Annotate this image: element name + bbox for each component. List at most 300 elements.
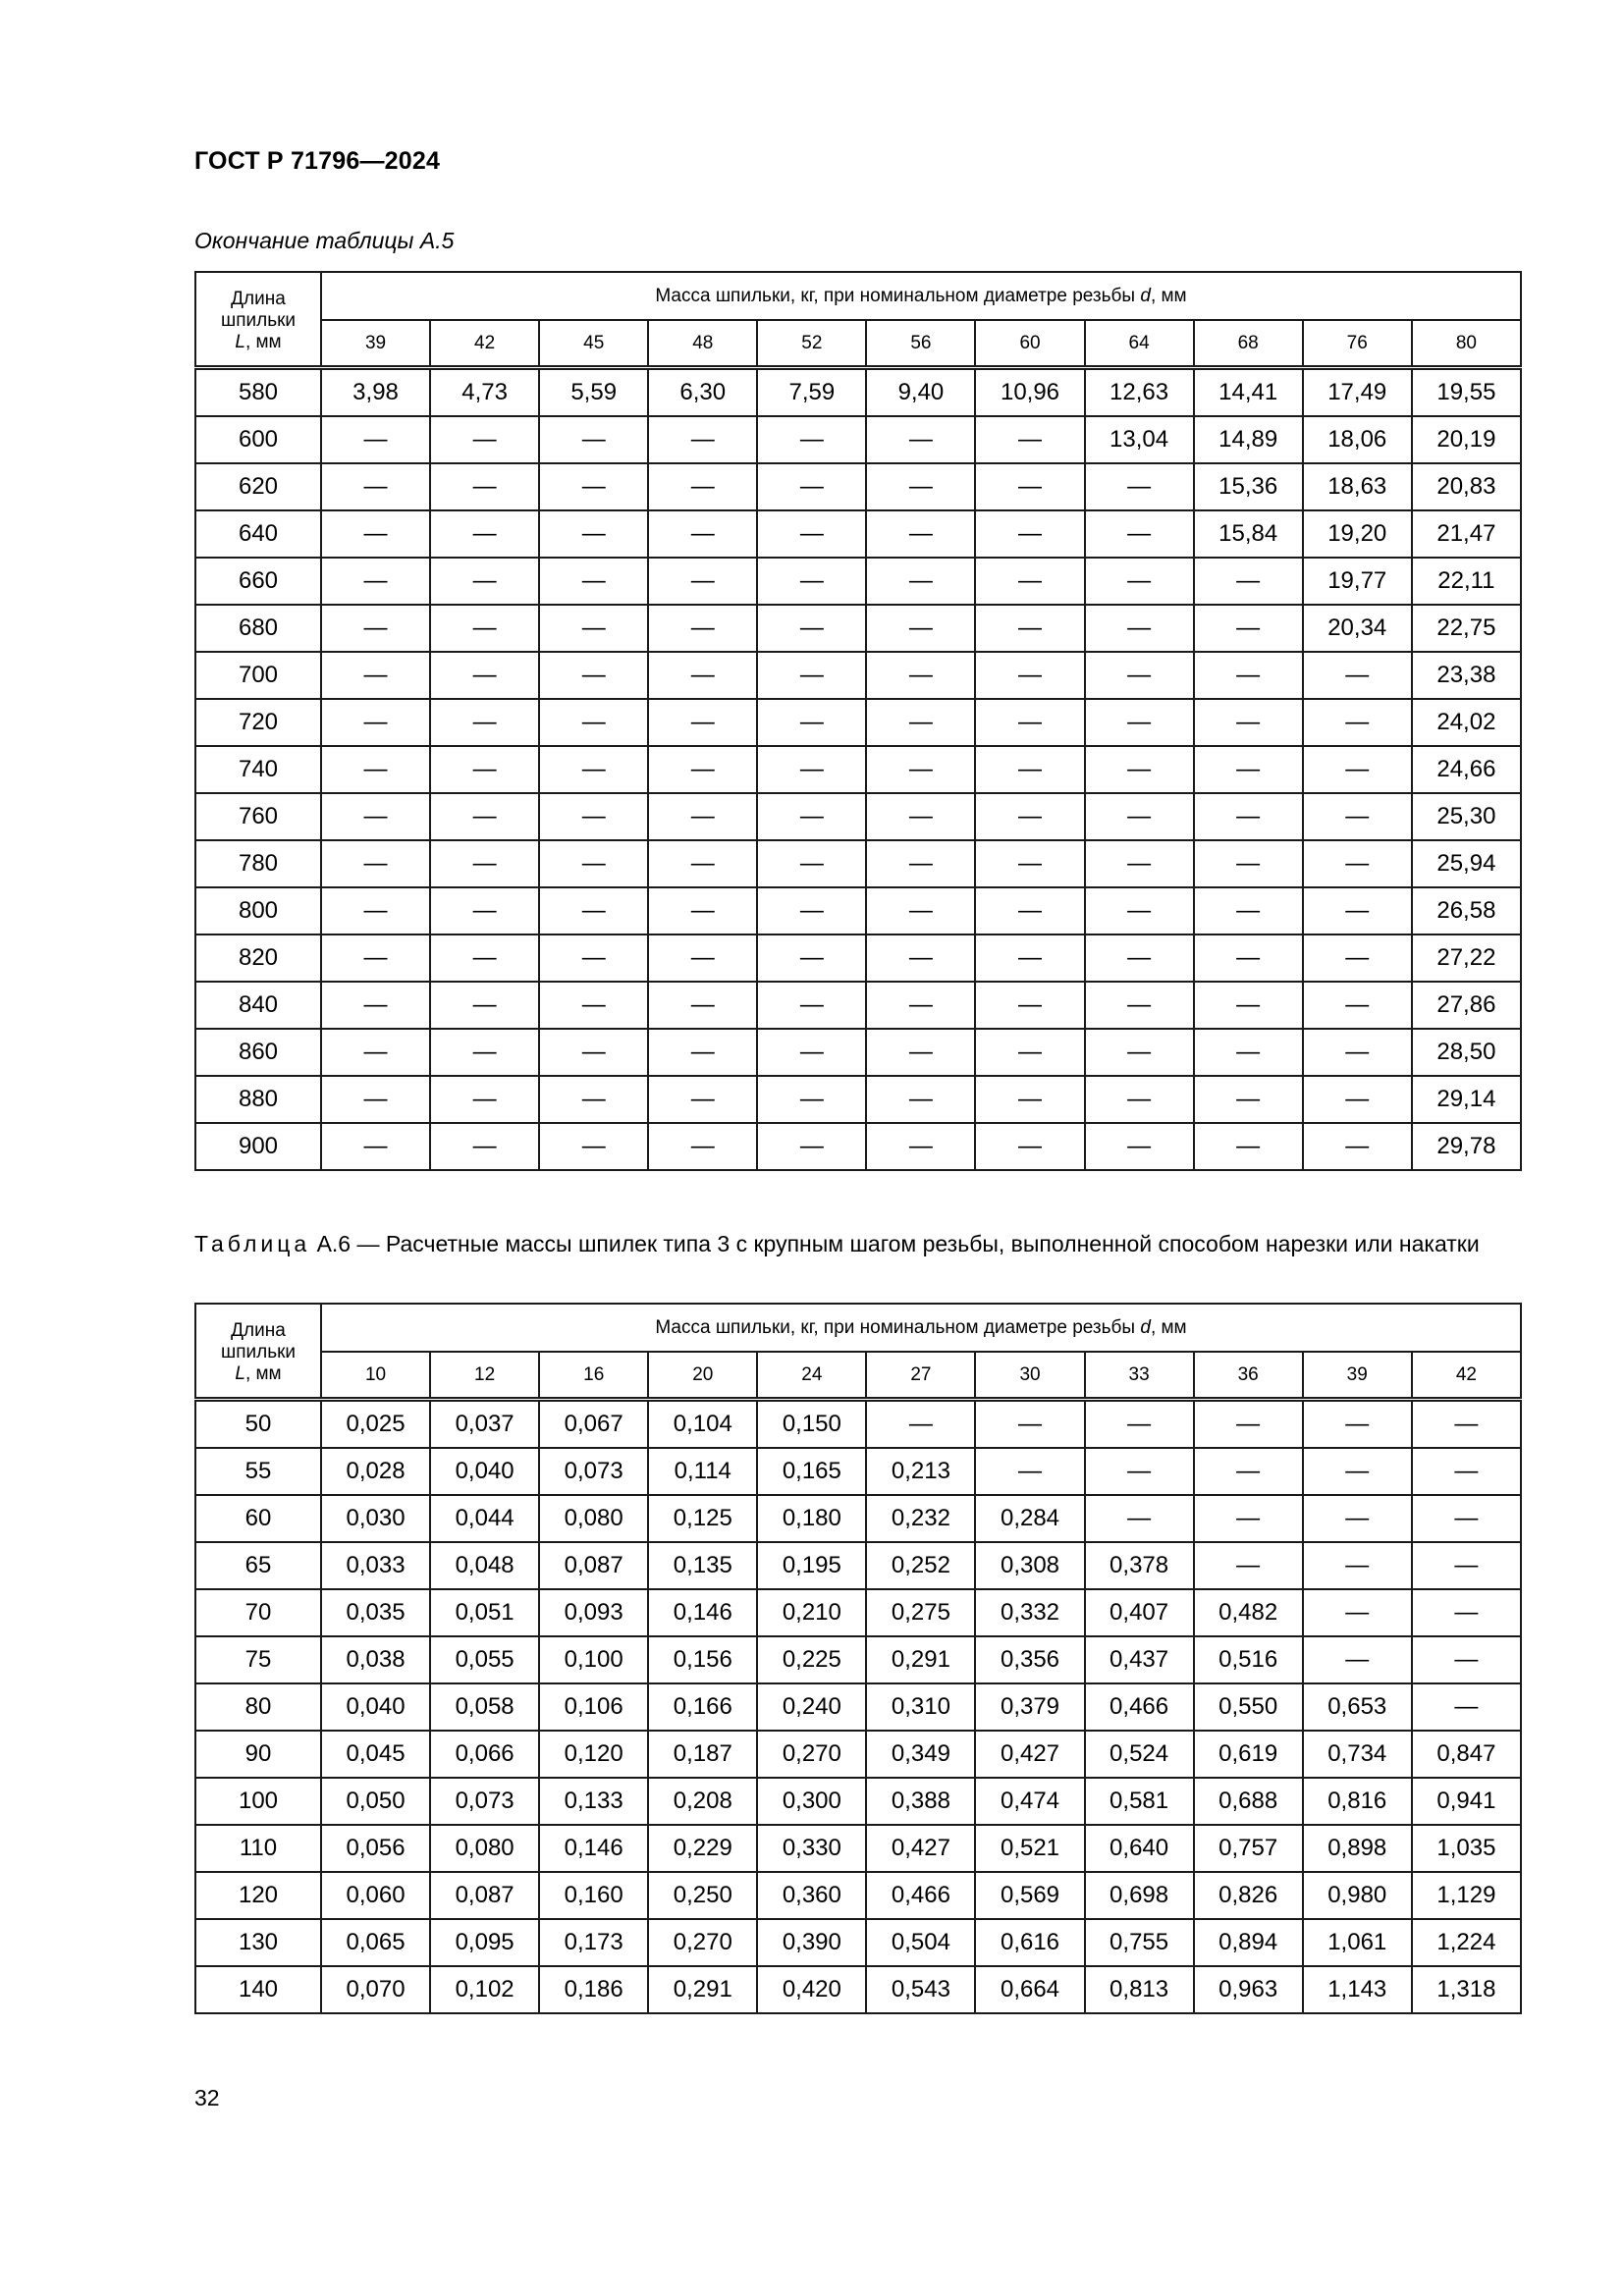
mass-cell: — bbox=[866, 510, 975, 558]
mass-cell: — bbox=[866, 699, 975, 746]
mass-cell: 0,120 bbox=[539, 1731, 648, 1778]
mass-cell: 1,035 bbox=[1412, 1825, 1521, 1872]
mass-cell: 0,067 bbox=[539, 1400, 648, 1449]
diameter-header-cell: 56 bbox=[866, 320, 975, 368]
mass-cell: — bbox=[1303, 840, 1412, 887]
mass-cell: 0,688 bbox=[1194, 1778, 1303, 1825]
mass-cell: 0,104 bbox=[648, 1400, 757, 1449]
mass-cell: — bbox=[1085, 1029, 1194, 1076]
mass-cell: 0,100 bbox=[539, 1636, 648, 1683]
mass-cell: 28,50 bbox=[1412, 1029, 1521, 1076]
mass-cell: 0,963 bbox=[1194, 1966, 1303, 2013]
mass-cell: 0,332 bbox=[975, 1589, 1084, 1636]
mass-cell: 0,208 bbox=[648, 1778, 757, 1825]
mass-cell: — bbox=[1303, 746, 1412, 793]
length-cell: 90 bbox=[195, 1731, 321, 1778]
page-number: 32 bbox=[194, 2085, 220, 2110]
mass-cell: — bbox=[321, 793, 430, 840]
mass-cell: 0,060 bbox=[321, 1872, 430, 1919]
mass-cell: — bbox=[757, 1029, 866, 1076]
diameter-header-cell: 39 bbox=[1303, 1352, 1412, 1400]
table-row bbox=[195, 1029, 1521, 1076]
mass-cell: — bbox=[975, 558, 1084, 605]
mass-cell: — bbox=[975, 887, 1084, 934]
mass-cell: — bbox=[1194, 982, 1303, 1029]
mass-cell: 0,252 bbox=[866, 1542, 975, 1589]
mass-cell: — bbox=[866, 605, 975, 652]
mass-cell: — bbox=[866, 934, 975, 982]
mass-cell: 0,427 bbox=[975, 1731, 1084, 1778]
mass-cell: 0,284 bbox=[975, 1495, 1084, 1542]
mass-cell: — bbox=[648, 699, 757, 746]
mass-cell: 0,028 bbox=[321, 1448, 430, 1495]
mass-cell: 0,275 bbox=[866, 1589, 975, 1636]
mass-cell: 0,734 bbox=[1303, 1731, 1412, 1778]
mass-cell: — bbox=[975, 463, 1084, 510]
table-row bbox=[195, 1495, 1521, 1542]
mass-cell: — bbox=[866, 1123, 975, 1170]
mass-cell: — bbox=[648, 840, 757, 887]
mass-cell: — bbox=[539, 1123, 648, 1170]
mass-cell: — bbox=[321, 982, 430, 1029]
length-cell: 720 bbox=[195, 699, 321, 746]
mass-cell: 0,291 bbox=[648, 1966, 757, 2013]
mass-cell: 0,240 bbox=[757, 1683, 866, 1731]
mass-cell: — bbox=[430, 934, 539, 982]
mass-cell: 0,229 bbox=[648, 1825, 757, 1872]
mass-cell: — bbox=[1194, 699, 1303, 746]
mass-cell: 4,73 bbox=[430, 368, 539, 417]
table-row bbox=[195, 887, 1521, 934]
mass-cell: 0,051 bbox=[430, 1589, 539, 1636]
table-row bbox=[195, 605, 1521, 652]
table-row bbox=[195, 463, 1521, 510]
mass-cell: 0,045 bbox=[321, 1731, 430, 1778]
mass-cell: — bbox=[539, 1076, 648, 1123]
mass-cell: 0,521 bbox=[975, 1825, 1084, 1872]
mass-cell: — bbox=[648, 746, 757, 793]
mass-cell: — bbox=[539, 463, 648, 510]
mass-cell: — bbox=[1303, 793, 1412, 840]
length-cell: 680 bbox=[195, 605, 321, 652]
mass-cell: 0,664 bbox=[975, 1966, 1084, 2013]
diameter-header-cell: 48 bbox=[648, 320, 757, 368]
mass-cell: — bbox=[866, 887, 975, 934]
mass-cell: 0,173 bbox=[539, 1919, 648, 1966]
mass-cell: 0,504 bbox=[866, 1919, 975, 1966]
mass-cell: 0,291 bbox=[866, 1636, 975, 1683]
mass-cell: 0,033 bbox=[321, 1542, 430, 1589]
diameter-header-row bbox=[195, 320, 1521, 368]
length-cell: 50 bbox=[195, 1400, 321, 1449]
mass-cell: 22,75 bbox=[1412, 605, 1521, 652]
table-row bbox=[195, 1123, 1521, 1170]
mass-cell: — bbox=[539, 416, 648, 463]
mass-cell: 0,349 bbox=[866, 1731, 975, 1778]
mass-cell: — bbox=[1412, 1589, 1521, 1636]
mass-cell: — bbox=[321, 699, 430, 746]
mass-cell: — bbox=[1085, 793, 1194, 840]
table-row bbox=[195, 793, 1521, 840]
mass-cell: — bbox=[757, 1123, 866, 1170]
mass-cell: — bbox=[1085, 1495, 1194, 1542]
mass-cell: 0,310 bbox=[866, 1683, 975, 1731]
length-cell: 820 bbox=[195, 934, 321, 982]
mass-cell: 0,135 bbox=[648, 1542, 757, 1589]
mass-cell: — bbox=[430, 840, 539, 887]
mass-cell: 13,04 bbox=[1085, 416, 1194, 463]
mass-cell: — bbox=[539, 887, 648, 934]
mass-cell: — bbox=[757, 982, 866, 1029]
mass-cell: — bbox=[757, 605, 866, 652]
diameter-header-cell: 42 bbox=[430, 320, 539, 368]
mass-cell: — bbox=[1194, 1076, 1303, 1123]
mass-cell: — bbox=[757, 463, 866, 510]
diameter-header-cell: 45 bbox=[539, 320, 648, 368]
mass-cell: — bbox=[430, 699, 539, 746]
mass-cell: 0,388 bbox=[866, 1778, 975, 1825]
mass-cell: — bbox=[975, 605, 1084, 652]
table-row bbox=[195, 1683, 1521, 1731]
mass-cell: 0,250 bbox=[648, 1872, 757, 1919]
mass-cell: 0,360 bbox=[757, 1872, 866, 1919]
mass-cell: 1,224 bbox=[1412, 1919, 1521, 1966]
mass-cell: — bbox=[1194, 605, 1303, 652]
mass-cell: — bbox=[1303, 1123, 1412, 1170]
mass-cell: — bbox=[1303, 1495, 1412, 1542]
mass-cell: — bbox=[866, 416, 975, 463]
mass-cell: — bbox=[975, 510, 1084, 558]
mass-cell: — bbox=[1412, 1495, 1521, 1542]
mass-cell: — bbox=[648, 652, 757, 699]
mass-cell: 6,30 bbox=[648, 368, 757, 417]
mass-cell: 19,20 bbox=[1303, 510, 1412, 558]
length-header-line: L, мм bbox=[235, 332, 282, 352]
length-cell: 800 bbox=[195, 887, 321, 934]
mass-cell: — bbox=[866, 558, 975, 605]
length-cell: 780 bbox=[195, 840, 321, 887]
table-row bbox=[195, 746, 1521, 793]
mass-cell: — bbox=[1085, 1448, 1194, 1495]
mass-cell: — bbox=[1412, 1400, 1521, 1449]
mass-cell: 0,056 bbox=[321, 1825, 430, 1872]
mass-cell: 0,653 bbox=[1303, 1683, 1412, 1731]
mass-cell: 0,379 bbox=[975, 1683, 1084, 1731]
table-row bbox=[195, 1919, 1521, 1966]
mass-cell: 0,482 bbox=[1194, 1589, 1303, 1636]
table-row bbox=[195, 368, 1521, 417]
mass-cell: 0,330 bbox=[757, 1825, 866, 1872]
mass-cell: 14,41 bbox=[1194, 368, 1303, 417]
length-cell: 120 bbox=[195, 1872, 321, 1919]
mass-cell: 0,213 bbox=[866, 1448, 975, 1495]
mass-cell: — bbox=[866, 1076, 975, 1123]
diameter-header-cell: 60 bbox=[975, 320, 1084, 368]
mass-cell: 0,150 bbox=[757, 1400, 866, 1449]
mass-cell: 15,36 bbox=[1194, 463, 1303, 510]
length-cell: 110 bbox=[195, 1825, 321, 1872]
mass-cell: — bbox=[430, 746, 539, 793]
mass-cell: 0,048 bbox=[430, 1542, 539, 1589]
mass-cell: 0,407 bbox=[1085, 1589, 1194, 1636]
mass-cell: 20,83 bbox=[1412, 463, 1521, 510]
table-row bbox=[195, 982, 1521, 1029]
mass-cell: 0,038 bbox=[321, 1636, 430, 1683]
mass-cell: — bbox=[1303, 1400, 1412, 1449]
table-row bbox=[195, 558, 1521, 605]
length-cell: 60 bbox=[195, 1495, 321, 1542]
mass-cell: 0,030 bbox=[321, 1495, 430, 1542]
mass-cell: 0,160 bbox=[539, 1872, 648, 1919]
length-header-line: шпильки bbox=[220, 310, 297, 331]
length-cell: 740 bbox=[195, 746, 321, 793]
mass-cell: 19,55 bbox=[1412, 368, 1521, 417]
mass-cell: 0,073 bbox=[430, 1778, 539, 1825]
mass-cell: 0,516 bbox=[1194, 1636, 1303, 1683]
mass-cell: — bbox=[1412, 1542, 1521, 1589]
mass-cell: — bbox=[1194, 793, 1303, 840]
mass-cell: — bbox=[1412, 1636, 1521, 1683]
table-row bbox=[195, 934, 1521, 982]
mass-cell: 0,619 bbox=[1194, 1731, 1303, 1778]
mass-cell: 0,165 bbox=[757, 1448, 866, 1495]
mass-cell: 17,49 bbox=[1303, 368, 1412, 417]
diameter-header-cell: 64 bbox=[1085, 320, 1194, 368]
mass-cell: 0,093 bbox=[539, 1589, 648, 1636]
mass-cell: — bbox=[1194, 1495, 1303, 1542]
mass-cell: — bbox=[975, 416, 1084, 463]
mass-cell: — bbox=[1085, 934, 1194, 982]
mass-cell: 0,524 bbox=[1085, 1731, 1194, 1778]
mass-cell: — bbox=[648, 982, 757, 1029]
mass-cell: 24,66 bbox=[1412, 746, 1521, 793]
mass-cell: — bbox=[430, 416, 539, 463]
mass-cell: 7,59 bbox=[757, 368, 866, 417]
mass-cell: — bbox=[975, 746, 1084, 793]
length-cell: 640 bbox=[195, 510, 321, 558]
mass-cell: — bbox=[757, 934, 866, 982]
mass-cell: — bbox=[757, 510, 866, 558]
mass-cell: — bbox=[648, 605, 757, 652]
length-cell: 65 bbox=[195, 1542, 321, 1589]
mass-cell: — bbox=[866, 652, 975, 699]
mass-cell: 0,474 bbox=[975, 1778, 1084, 1825]
mass-cell: — bbox=[866, 840, 975, 887]
table-row bbox=[195, 1542, 1521, 1589]
mass-cell: 0,980 bbox=[1303, 1872, 1412, 1919]
mass-cell: — bbox=[1194, 1448, 1303, 1495]
diameter-header-cell: 10 bbox=[321, 1352, 430, 1400]
mass-cell: — bbox=[321, 934, 430, 982]
mass-cell: — bbox=[321, 605, 430, 652]
mass-cell: — bbox=[757, 416, 866, 463]
mass-cell: 0,437 bbox=[1085, 1636, 1194, 1683]
mass-cell: — bbox=[1194, 934, 1303, 982]
mass-cell: — bbox=[757, 887, 866, 934]
mass-cell: — bbox=[321, 652, 430, 699]
diameter-header-cell: 39 bbox=[321, 320, 430, 368]
mass-cell: 0,543 bbox=[866, 1966, 975, 2013]
mass-cell: — bbox=[648, 510, 757, 558]
mass-cell: — bbox=[757, 1076, 866, 1123]
diameter-header-cell: 42 bbox=[1412, 1352, 1521, 1400]
mass-cell: 0,025 bbox=[321, 1400, 430, 1449]
mass-cell: 26,58 bbox=[1412, 887, 1521, 934]
mass-cell: 22,11 bbox=[1412, 558, 1521, 605]
mass-cell: 0,050 bbox=[321, 1778, 430, 1825]
mass-cell: 10,96 bbox=[975, 368, 1084, 417]
mass-cell: — bbox=[866, 463, 975, 510]
mass-cell: — bbox=[1085, 463, 1194, 510]
length-column-header bbox=[195, 1304, 321, 1400]
mass-cell: 0,146 bbox=[648, 1589, 757, 1636]
mass-cell: 0,125 bbox=[648, 1495, 757, 1542]
mass-cell: 0,044 bbox=[430, 1495, 539, 1542]
mass-cell: — bbox=[430, 605, 539, 652]
mass-cell: — bbox=[1085, 605, 1194, 652]
mass-cell: 0,569 bbox=[975, 1872, 1084, 1919]
mass-cell: — bbox=[1303, 1542, 1412, 1589]
mass-cell: — bbox=[866, 1029, 975, 1076]
mass-cell: — bbox=[430, 463, 539, 510]
length-cell: 100 bbox=[195, 1778, 321, 1825]
table-a6-title: А.6 — Расчетные массы шпилек типа 3 с крупным шагом резьбы, выполненной способом нарезки или накатки bbox=[310, 1231, 1480, 1256]
mass-cell: 0,755 bbox=[1085, 1919, 1194, 1966]
diameter-header-cell: 68 bbox=[1194, 320, 1303, 368]
mass-cell: — bbox=[539, 982, 648, 1029]
mass-cell: 15,84 bbox=[1194, 510, 1303, 558]
mass-cell: 0,757 bbox=[1194, 1825, 1303, 1872]
mass-cell: — bbox=[1194, 1123, 1303, 1170]
mass-cell: — bbox=[1085, 1400, 1194, 1449]
table-a5-body bbox=[195, 368, 1521, 1171]
mass-cell: — bbox=[975, 982, 1084, 1029]
mass-cell: — bbox=[321, 1076, 430, 1123]
mass-cell: 0,087 bbox=[430, 1872, 539, 1919]
mass-cell: — bbox=[648, 1076, 757, 1123]
mass-cell: — bbox=[1085, 982, 1194, 1029]
length-cell: 880 bbox=[195, 1076, 321, 1123]
mass-cell: — bbox=[1412, 1448, 1521, 1495]
mass-cell: — bbox=[1194, 887, 1303, 934]
mass-cell: 0,133 bbox=[539, 1778, 648, 1825]
mass-cell: — bbox=[1194, 1400, 1303, 1449]
mass-cell: 0,225 bbox=[757, 1636, 866, 1683]
mass-cell: 0,813 bbox=[1085, 1966, 1194, 2013]
mass-cell: — bbox=[539, 793, 648, 840]
mass-cell: 0,894 bbox=[1194, 1919, 1303, 1966]
length-cell: 660 bbox=[195, 558, 321, 605]
length-column-header bbox=[195, 272, 321, 368]
mass-cell: 0,816 bbox=[1303, 1778, 1412, 1825]
mass-cell: — bbox=[539, 652, 648, 699]
mass-cell: 0,106 bbox=[539, 1683, 648, 1731]
mass-cell: — bbox=[430, 1076, 539, 1123]
diameter-header-cell: 30 bbox=[975, 1352, 1084, 1400]
mass-cell: — bbox=[539, 840, 648, 887]
mass-cell: — bbox=[1194, 840, 1303, 887]
length-cell: 620 bbox=[195, 463, 321, 510]
length-cell: 70 bbox=[195, 1589, 321, 1636]
mass-cell: 0,640 bbox=[1085, 1825, 1194, 1872]
mass-cell: — bbox=[866, 746, 975, 793]
mass-cell: 0,210 bbox=[757, 1589, 866, 1636]
mass-cell: 0,616 bbox=[975, 1919, 1084, 1966]
diameter-header-cell: 12 bbox=[430, 1352, 539, 1400]
table-label: Таблица bbox=[194, 1231, 311, 1256]
length-cell: 130 bbox=[195, 1919, 321, 1966]
mass-cell: 0,356 bbox=[975, 1636, 1084, 1683]
mass-cell: 0,080 bbox=[539, 1495, 648, 1542]
length-cell: 80 bbox=[195, 1683, 321, 1731]
mass-cell: — bbox=[539, 1029, 648, 1076]
mass-cell: 29,78 bbox=[1412, 1123, 1521, 1170]
mass-cell: — bbox=[866, 982, 975, 1029]
mass-cell: 3,98 bbox=[321, 368, 430, 417]
mass-cell: — bbox=[975, 1123, 1084, 1170]
mass-cell: 0,847 bbox=[1412, 1731, 1521, 1778]
mass-cell: — bbox=[321, 887, 430, 934]
mass-cell: 0,095 bbox=[430, 1919, 539, 1966]
length-header-line: Длина bbox=[231, 289, 286, 309]
table-row bbox=[195, 1400, 1521, 1449]
mass-cell: — bbox=[539, 699, 648, 746]
mass-cell: — bbox=[975, 652, 1084, 699]
mass-cell: — bbox=[648, 416, 757, 463]
diameter-header-cell: 76 bbox=[1303, 320, 1412, 368]
mass-cell: — bbox=[975, 1448, 1084, 1495]
mass-cell: 0,550 bbox=[1194, 1683, 1303, 1731]
mass-cell: — bbox=[1303, 1636, 1412, 1683]
length-cell: 840 bbox=[195, 982, 321, 1029]
mass-cell: — bbox=[430, 510, 539, 558]
mass-cell: 0,037 bbox=[430, 1400, 539, 1449]
mass-cell: — bbox=[1194, 1542, 1303, 1589]
mass-cell: 1,143 bbox=[1303, 1966, 1412, 2013]
length-cell: 900 bbox=[195, 1123, 321, 1170]
mass-cell: 27,22 bbox=[1412, 934, 1521, 982]
mass-cell: 0,040 bbox=[430, 1448, 539, 1495]
mass-cell: — bbox=[1303, 1076, 1412, 1123]
mass-cell: 0,080 bbox=[430, 1825, 539, 1872]
mass-cell: — bbox=[1303, 982, 1412, 1029]
mass-cell: — bbox=[1194, 746, 1303, 793]
mass-cell: — bbox=[1412, 1683, 1521, 1731]
mass-cell: 0,232 bbox=[866, 1495, 975, 1542]
table-row bbox=[195, 1731, 1521, 1778]
mass-cell: 0,941 bbox=[1412, 1778, 1521, 1825]
mass-cell: — bbox=[1194, 558, 1303, 605]
mass-cell: — bbox=[1303, 887, 1412, 934]
table-row bbox=[195, 1825, 1521, 1872]
length-cell: 600 bbox=[195, 416, 321, 463]
mass-cell: 0,698 bbox=[1085, 1872, 1194, 1919]
mass-cell: 19,77 bbox=[1303, 558, 1412, 605]
mass-cell: — bbox=[975, 1400, 1084, 1449]
mass-cell: — bbox=[539, 934, 648, 982]
mass-cell: 0,040 bbox=[321, 1683, 430, 1731]
mass-cell: 14,89 bbox=[1194, 416, 1303, 463]
mass-cell: 20,34 bbox=[1303, 605, 1412, 652]
mass-cell: — bbox=[430, 793, 539, 840]
length-cell: 700 bbox=[195, 652, 321, 699]
mass-cell: — bbox=[1303, 652, 1412, 699]
mass-cell: — bbox=[648, 1123, 757, 1170]
mass-cell: 0,102 bbox=[430, 1966, 539, 2013]
mass-cell: — bbox=[430, 982, 539, 1029]
table-row bbox=[195, 1636, 1521, 1683]
mass-group-header: Масса шпильки, кг, при номинальном диаметре резьбы d, мм bbox=[321, 272, 1521, 320]
